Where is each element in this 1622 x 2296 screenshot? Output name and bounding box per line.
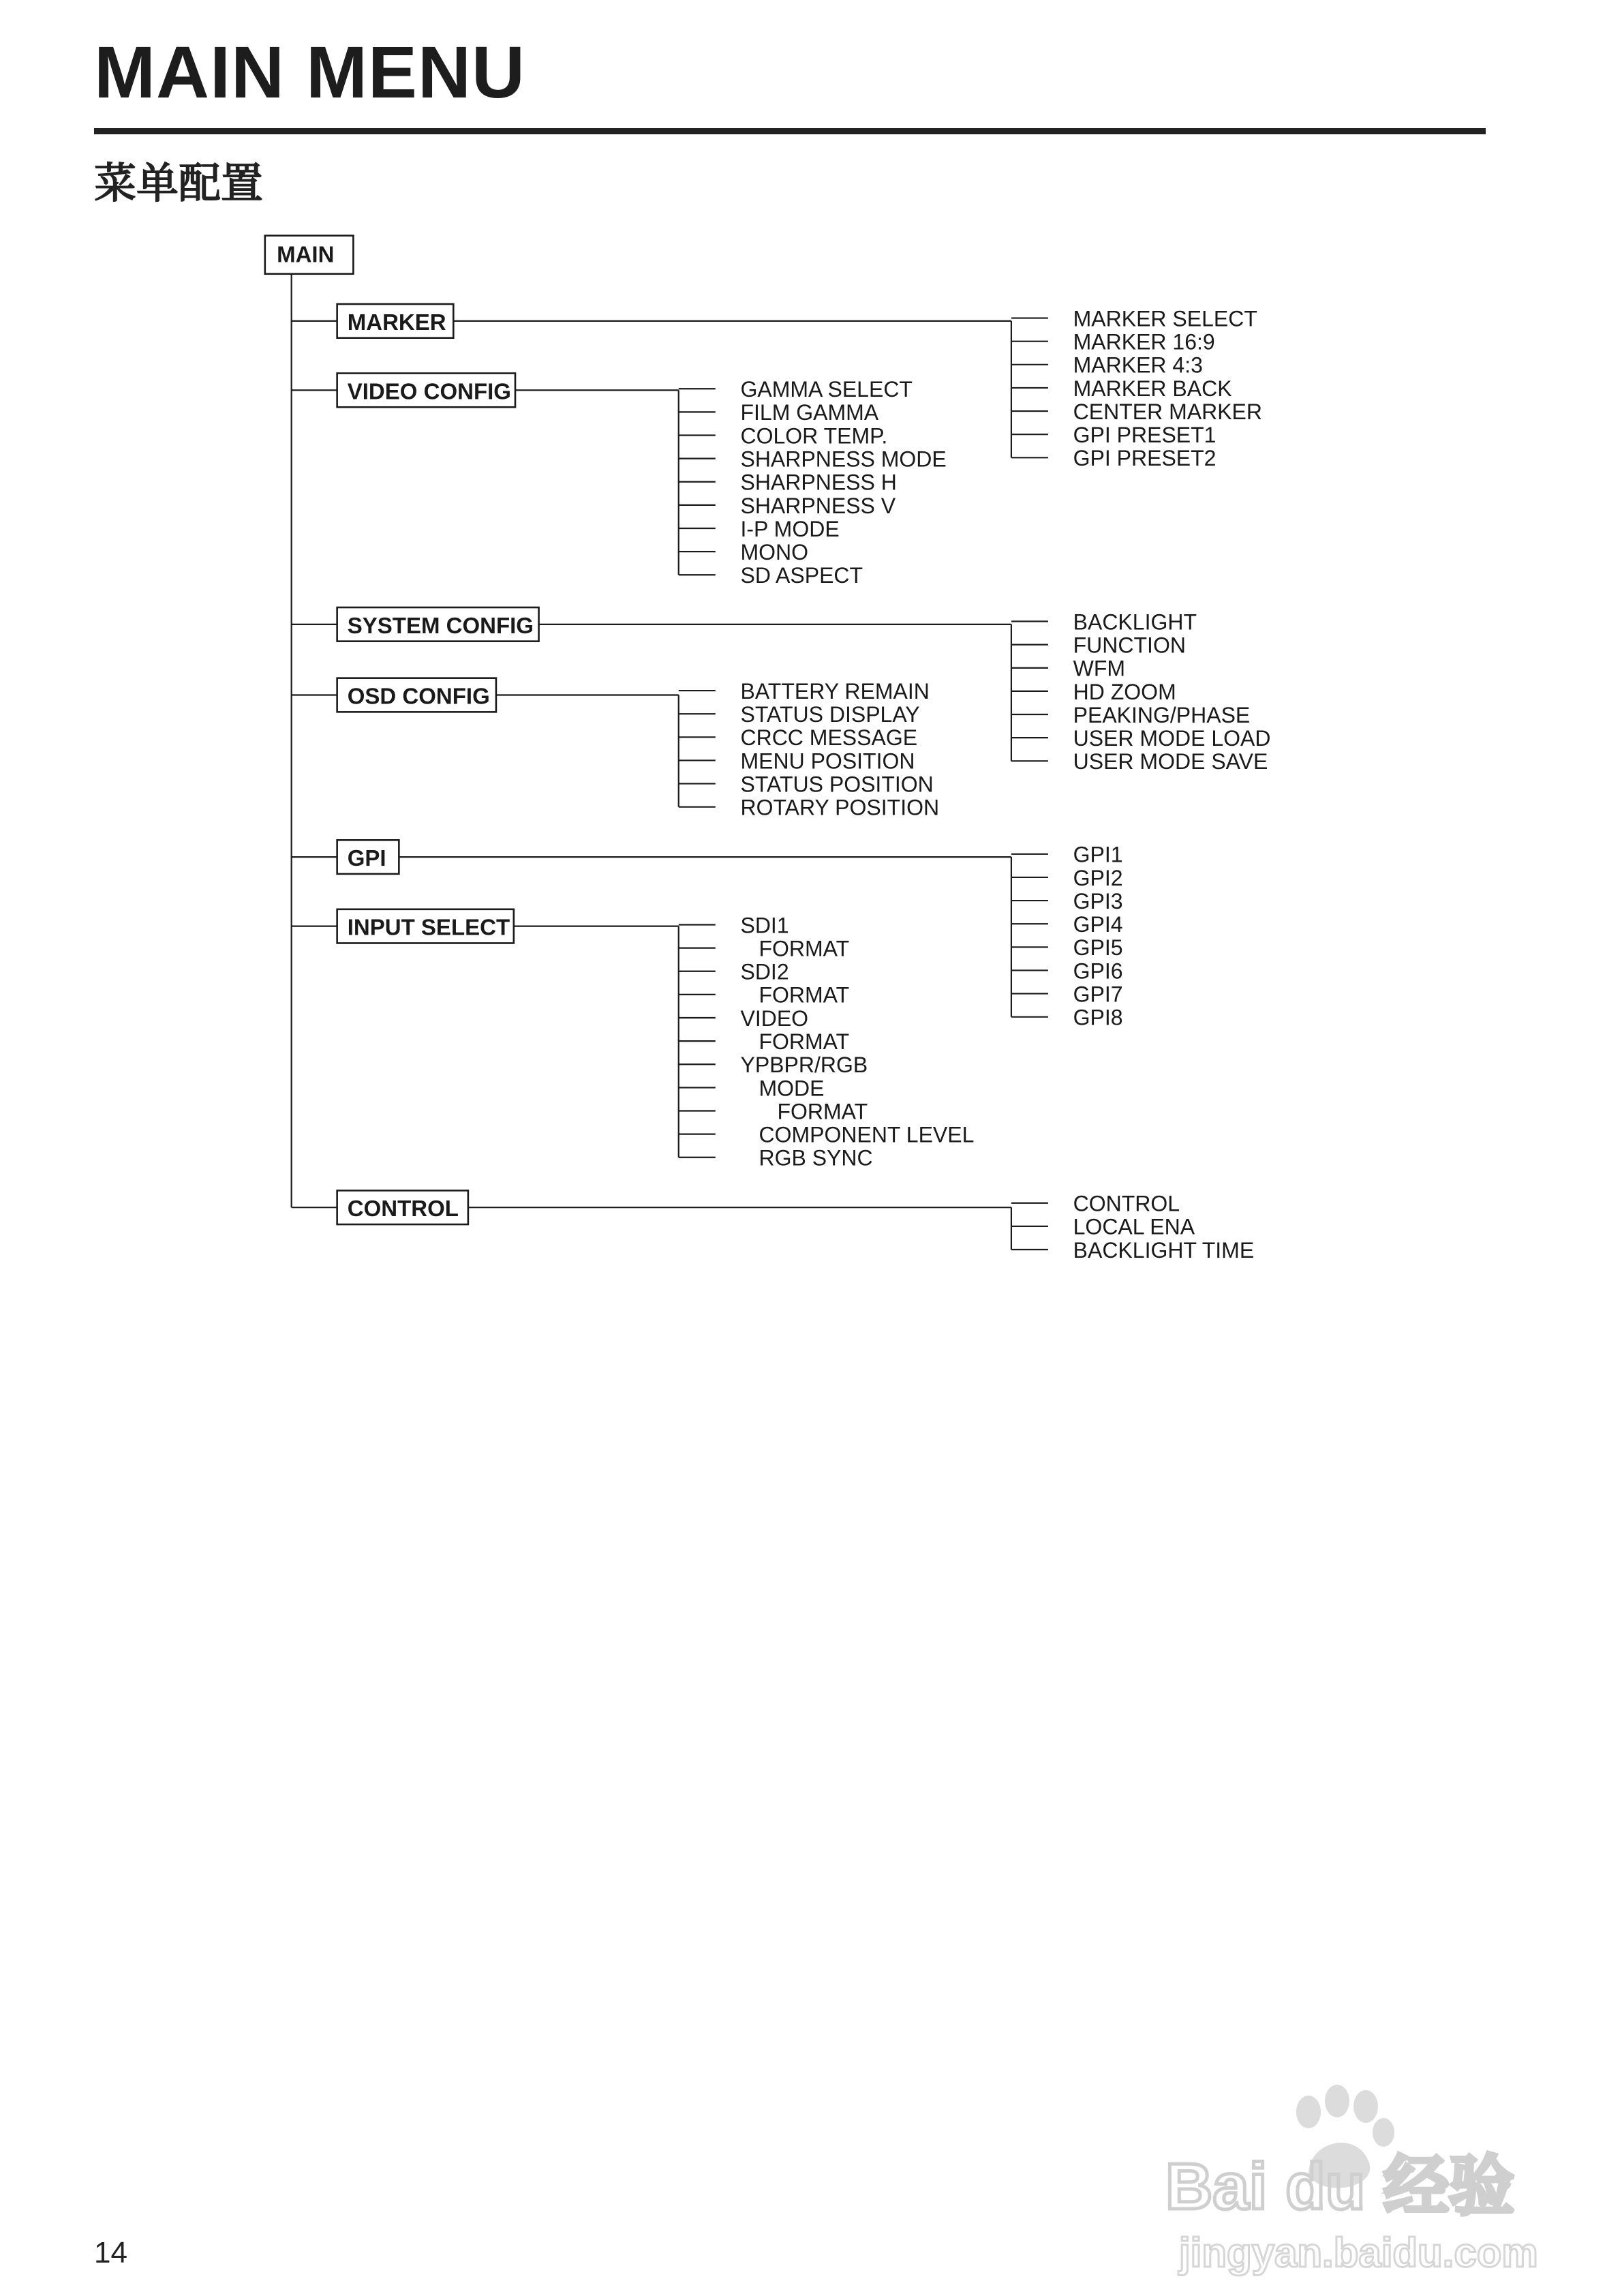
menu-item-label: SHARPNESS MODE [740,447,947,472]
menu-item-label: FUNCTION [1073,633,1186,658]
menu-item-label: GPI8 [1073,1005,1123,1030]
section-node-label: MARKER [347,309,446,335]
menu-item-label: MENU POSITION [740,749,915,774]
menu-item-label: COLOR TEMP. [740,423,888,449]
menu-item-label: CRCC MESSAGE [740,725,918,751]
section-node-label: SYSTEM CONFIG [347,612,534,638]
menu-item-label: STATUS DISPLAY [740,702,920,727]
menu-item-label: BACKLIGHT TIME [1073,1237,1255,1263]
menu-item-label: FORMAT [759,982,850,1008]
menu-item-label: GPI5 [1073,935,1123,961]
menu-item-label: MARKER 4:3 [1073,352,1203,378]
page-subtitle: 菜单配置 [94,158,264,208]
menu-item-label: COMPONENT LEVEL [759,1122,975,1147]
section-node-label: INPUT SELECT [347,914,510,940]
menu-item-label: USER MODE SAVE [1073,749,1268,774]
menu-item-label: MONO [740,540,809,565]
menu-item-label: I-P MODE [740,516,840,541]
menu-item-label: GPI PRESET2 [1073,446,1216,471]
menu-item-label: MODE [759,1076,825,1101]
watermark-url: jingyan.baidu.com [1179,2230,1538,2276]
menu-item-label: MARKER SELECT [1073,306,1257,331]
menu-item-label: WFM [1073,656,1126,681]
menu-item-label: GPI3 [1073,888,1123,913]
menu-item-label: CONTROL [1073,1191,1180,1216]
menu-item-label: SD ASPECT [740,563,863,588]
section-node-label: GPI [347,845,386,871]
menu-item-label: GPI PRESET1 [1073,423,1216,448]
menu-item-label: USER MODE LOAD [1073,726,1271,751]
menu-item-label: GPI2 [1073,865,1123,890]
watermark-brand: Bai du 经验 [1165,2150,1515,2223]
menu-item-label: GPI7 [1073,982,1123,1007]
menu-item-label: MARKER BACK [1073,376,1232,401]
section-node-label: OSD CONFIG [347,683,490,709]
menu-item-label: PEAKING/PHASE [1073,702,1251,727]
menu-item-label: SHARPNESS V [740,493,896,518]
menu-item-label: FORMAT [777,1099,868,1124]
menu-item-label: SHARPNESS H [740,470,897,495]
menu-item-label: HD ZOOM [1073,679,1176,704]
menu-item-label: SDI1 [740,913,789,938]
section-node-label: CONTROL [347,1196,459,1222]
baidu-watermark [1152,2072,1561,2277]
menu-item-label: YPBPR/RGB [740,1053,868,1078]
menu-item-label: GPI6 [1073,958,1123,984]
page-number: 14 [94,2236,127,2269]
menu-item-label: RGB SYNC [759,1145,873,1170]
menu-item-label: BATTERY REMAIN [740,678,930,704]
section-node-label: VIDEO CONFIG [347,378,511,404]
menu-item-label: BACKLIGHT [1073,609,1197,635]
menu-item-label: ROTARY POSITION [740,795,940,820]
menu-item-label: STATUS POSITION [740,772,934,797]
menu-item-label: FILM GAMMA [740,400,879,425]
menu-item-label: SDI2 [740,959,789,984]
menu-item-label: MARKER 16:9 [1073,329,1215,354]
menu-item-label: LOCAL ENA [1073,1214,1195,1239]
page-title: MAIN MENU [94,31,525,113]
menu-item-label: CENTER MARKER [1073,399,1262,424]
menu-item-label: FORMAT [759,1029,850,1054]
menu-item-label: GAMMA SELECT [740,377,913,402]
menu-item-label: VIDEO [740,1006,809,1031]
menu-item-label: GPI4 [1073,912,1123,937]
menu-item-label: FORMAT [759,936,850,961]
menu-item-label: GPI1 [1073,842,1123,867]
root-node-label: MAIN [277,241,335,267]
